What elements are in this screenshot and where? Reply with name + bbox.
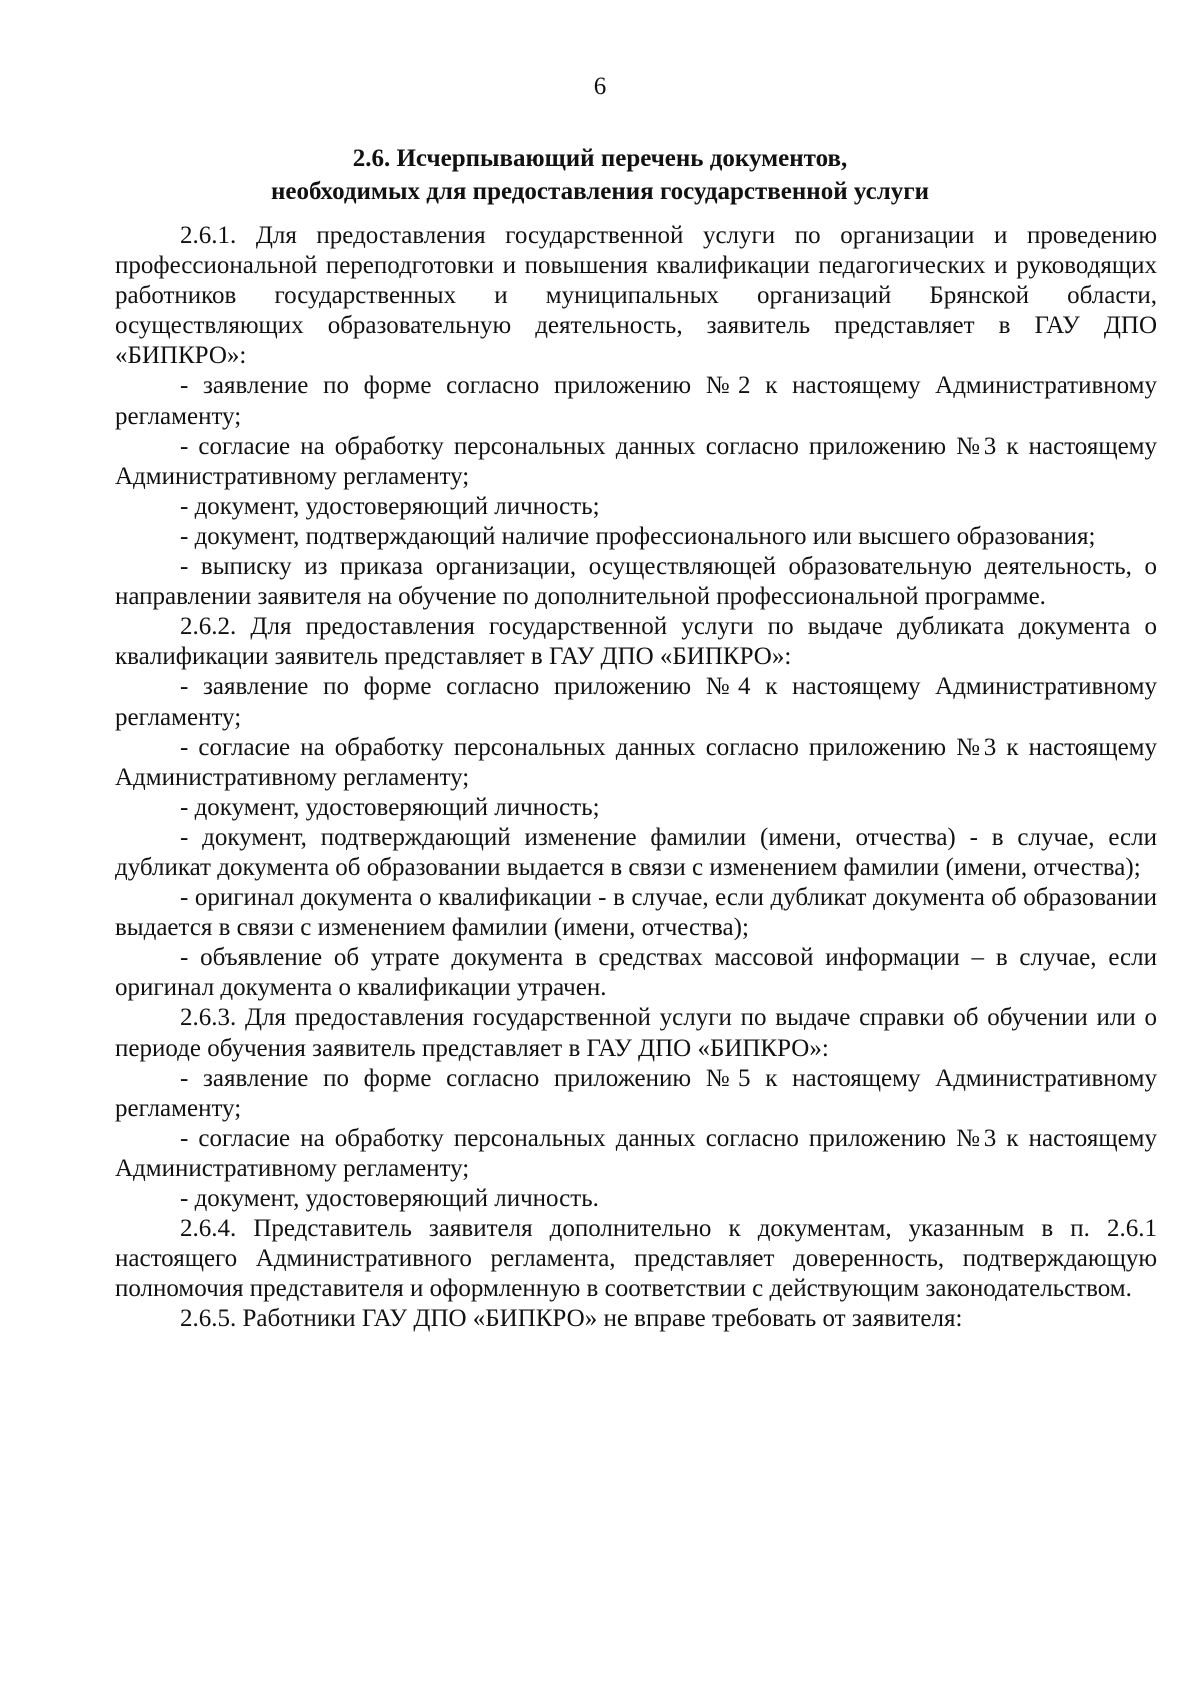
list-item: - объявление об утрате документа в средствах массовой информации – в случае, если оригинал документа о квалификации утрачен. xyxy=(115,944,1157,1002)
paragraph-2-6-1: 2.6.1. Для предоставления государственной услуги по организации и проведению профессиональной переподготовки и повышения квалификации педагогических и руководящих работников государственных и муниципальных организаций Брянской области, осуществляющих образовательную деятельность, заявитель представляет в ГАУ ДПО «БИПКРО»: xyxy=(115,222,1157,370)
section-heading-line-1: 2.6. Исчерпывающий перечень документов, xyxy=(352,145,848,172)
page-number: 6 xyxy=(593,73,607,100)
document-body xyxy=(115,221,1157,1334)
list-item: - согласие на обработку персональных данных согласно приложению №3 к настоящему Административному регламенту; xyxy=(115,432,1157,490)
list-item: - оригинал документа о квалификации - в случае, если дубликат документа об образовании выдается в связи с изменением фамилии (имени, отчества); xyxy=(115,884,1157,942)
list-item: - документ, удостоверяющий личность. xyxy=(180,1185,599,1212)
paragraph-2-6-5: 2.6.5. Работники ГАУ ДПО «БИПКРО» не вправе требовать от заявителя: xyxy=(180,1305,963,1333)
section-heading-line-2: необходимых для предоставления государственной услуги xyxy=(271,178,929,205)
section-heading xyxy=(115,142,1085,208)
paragraph-2-6-4: 2.6.4. Представитель заявителя дополнительно к документам, указанным в п. 2.6.1 настоящего Административного регламента, представляет доверенность, подтверждающую полномочия представителя и оформленную в соответствии с действующим законодательством. xyxy=(115,1215,1157,1303)
list-item: - документ, удостоверяющий личность; xyxy=(180,793,600,821)
list-item: - заявление по форме согласно приложению №2 к настоящему Административному регламенту; xyxy=(115,372,1157,430)
paragraph-2-6-2: 2.6.2. Для предоставления государственной услуги по выдаче дубликата документа о квалификации заявитель представляет в ГАУ ДПО «БИПКРО»: xyxy=(115,613,1157,671)
paragraph-2-6-3: 2.6.3. Для предоставления государственной услуги по выдаче справки об обучении или о периоде обучения заявитель представляет в ГАУ ДПО «БИПКРО»: xyxy=(115,1004,1157,1062)
list-item: - документ, подтверждающий изменение фамилии (имени, отчества) - в случае, если дубликат документа об образовании выдается в связи с изменением фамилии (имени, отчества); xyxy=(115,823,1157,881)
list-item: - документ, удостоверяющий личность; xyxy=(180,492,600,520)
list-item: - согласие на обработку персональных данных согласно приложению №3 к настоящему Административному регламенту; xyxy=(115,1124,1157,1182)
list-item: - заявление по форме согласно приложению №4 к настоящему Административному регламенту; xyxy=(115,673,1157,731)
list-item: - заявление по форме согласно приложению №5 к настоящему Административному регламенту; xyxy=(115,1064,1157,1122)
list-item: - документ, подтверждающий наличие профессионального или высшего образования; xyxy=(180,522,1096,550)
list-item: - согласие на обработку персональных данных согласно приложению №3 к настоящему Административному регламенту; xyxy=(115,733,1157,791)
list-item: - выписку из приказа организации, осуществляющей образовательную деятельность, о направлении заявителя на обучение по дополнительной профессиональной программе. xyxy=(115,553,1157,611)
